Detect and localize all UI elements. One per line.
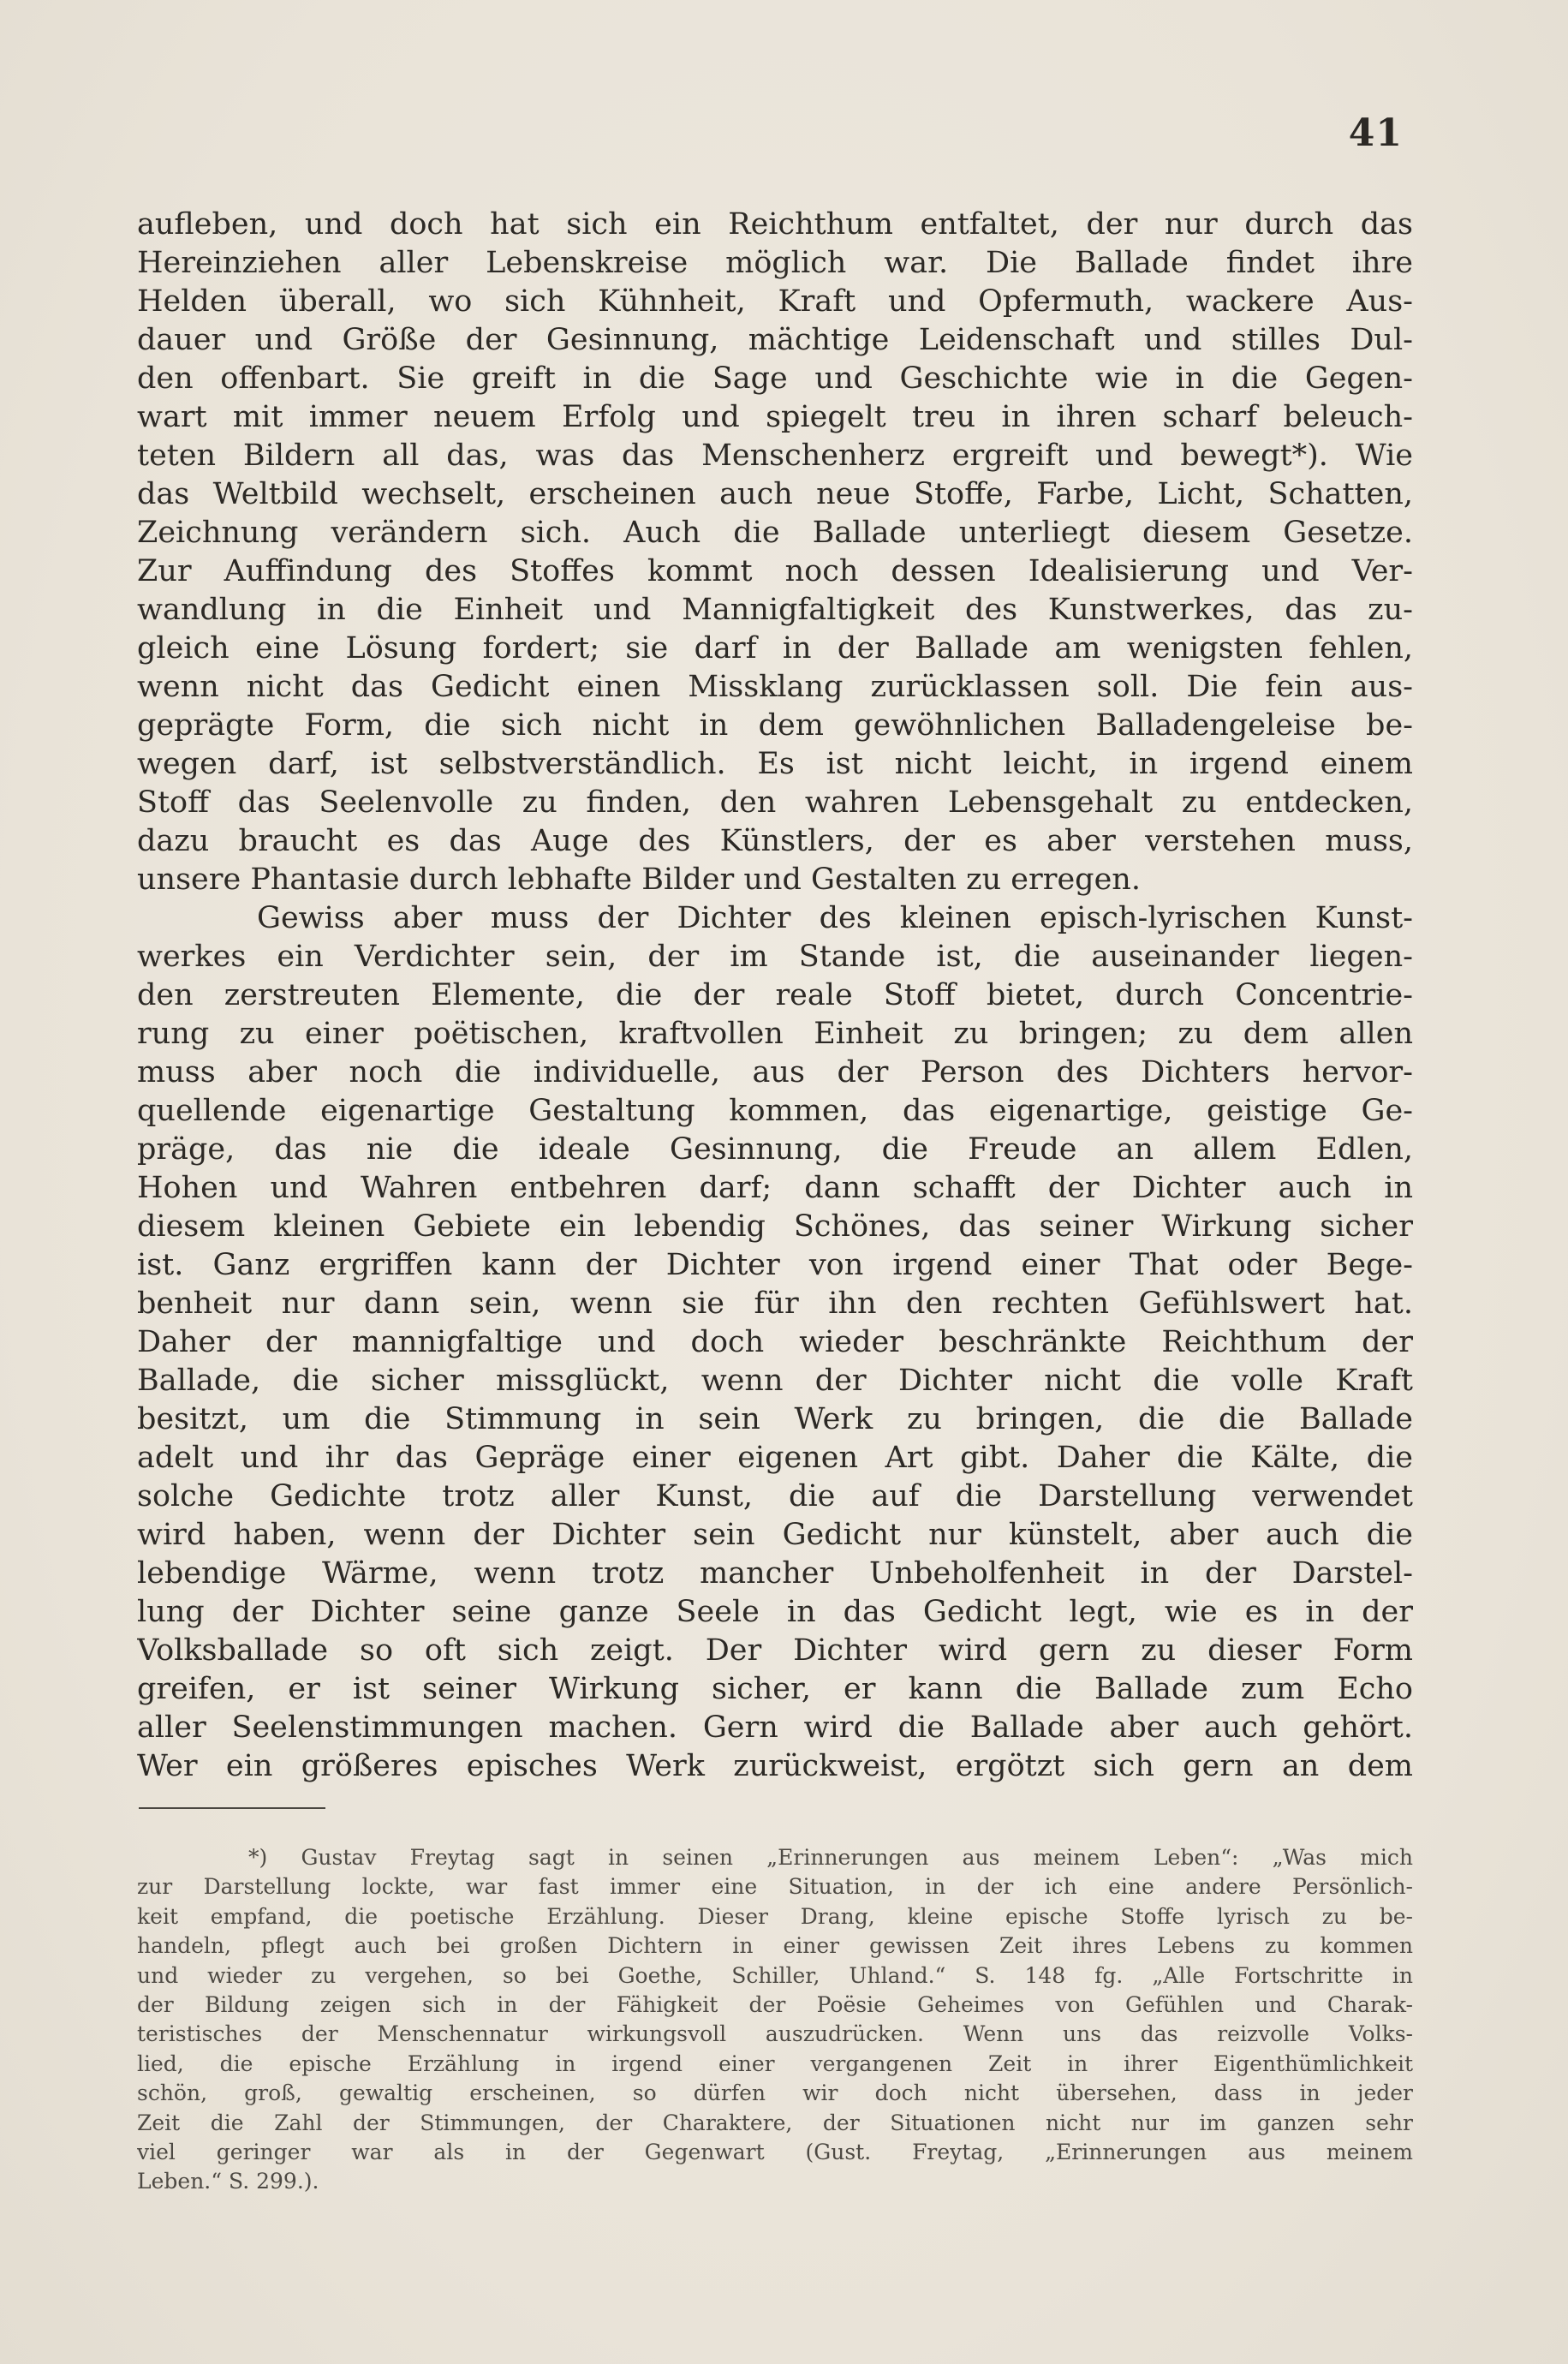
text-line: lebendige Wärme, wenn trotz mancher Unbeholfenheit in der Darstel-	[137, 1556, 1413, 1591]
footnote-line: lied, die epische Erzählung in irgend einer vergangenen Zeit in ihrer Eigenthümlichkeit	[137, 2051, 1413, 2076]
text-line: den offenbart. Sie greift in die Sage und Geschichte wie in die Gegen-	[137, 361, 1413, 396]
text-line: teten Bildern all das, was das Menschenherz ergreift und bewegt*). Wie	[137, 439, 1413, 473]
footnote-line: und wieder zu vergehen, so bei Goethe, Schiller, Uhland.“ S. 148 fg. „Alle Fortschritte in	[137, 1962, 1413, 1988]
text-line: Daher der mannigfaltige und doch wieder beschränkte Reichthum der	[137, 1325, 1413, 1359]
text-line: dauer und Größe der Gesinnung, mächtige Leidenschaft und stilles Dul-	[137, 323, 1413, 357]
text-line: Ballade, die sicher missglückt, wenn der Dichter nicht die volle Kraft	[137, 1364, 1413, 1398]
text-line: solche Gedichte trotz aller Kunst, die auf die Darstellung verwendet	[137, 1479, 1413, 1513]
text-line: besitzt, um die Stimmung in sein Werk zu bringen, die die Ballade	[137, 1402, 1413, 1436]
footnote-divider	[139, 1807, 325, 1809]
footnote-line: teristisches der Menschennatur wirkungsvoll auszudrücken. Wenn uns das reizvolle Volks-	[137, 2021, 1413, 2047]
text-line: den zerstreuten Elemente, die der reale Stoff bietet, durch Concentrie-	[137, 978, 1413, 1012]
footnote-line: Zeit die Zahl der Stimmungen, der Charaktere, der Situationen nicht nur im ganzen sehr	[137, 2110, 1413, 2135]
main-text-block	[137, 206, 1413, 1786]
text-line: benheit nur dann sein, wenn sie für ihn den rechten Gefühlswert hat.	[137, 1286, 1413, 1321]
text-line: geprägte Form, die sich nicht in dem gewöhnlichen Balladengeleise be-	[137, 708, 1413, 743]
text-line: gleich eine Lösung fordert; sie darf in der Ballade am wenigsten fehlen,	[137, 631, 1413, 666]
text-line: das Weltbild wechselt, erscheinen auch neue Stoffe, Farbe, Licht, Schatten,	[137, 477, 1413, 511]
text-line: Gewiss aber muss der Dichter des kleinen episch-lyrischen Kunst-	[257, 901, 1413, 935]
text-line: unsere Phantasie durch lebhafte Bilder und Gestalten zu erregen.	[137, 863, 1141, 897]
page-number: 41	[1348, 111, 1403, 155]
text-line: greifen, er ist seiner Wirkung sicher, er kann die Ballade zum Echo	[137, 1672, 1413, 1706]
footnote-line: Leben.“ S. 299.).	[137, 2169, 319, 2194]
text-line: Hereinziehen aller Lebenskreise möglich war. Die Ballade findet ihre	[137, 246, 1413, 280]
footnote-line: schön, groß, gewaltig erscheinen, so dürfen wir doch nicht übersehen, dass in jeder	[137, 2080, 1413, 2106]
text-line: rung zu einer poëtischen, kraftvollen Einheit zu bringen; zu dem allen	[137, 1017, 1413, 1051]
footnote-line: keit empfand, die poetische Erzählung. Dieser Drang, kleine epische Stoffe lyrisch zu be-	[137, 1903, 1413, 1929]
text-line: wandlung in die Einheit und Mannigfaltigkeit des Kunstwerkes, das zu-	[137, 593, 1413, 627]
text-line: werkes ein Verdichter sein, der im Stande ist, die auseinander liegen-	[137, 940, 1413, 974]
text-line: Zeichnung verändern sich. Auch die Ballade unterliegt diesem Gesetze.	[137, 516, 1413, 550]
text-line: wart mit immer neuem Erfolg und spiegelt treu in ihren scharf beleuch-	[137, 400, 1413, 434]
text-line: adelt und ihr das Gepräge einer eigenen Art gibt. Daher die Kälte, die	[137, 1441, 1413, 1475]
text-line: aufleben, und doch hat sich ein Reichthum entfaltet, der nur durch das	[137, 207, 1413, 242]
footnote-block	[137, 1843, 1413, 2197]
footnote-line: handeln, pflegt auch bei großen Dichtern in einer gewissen Zeit ihres Lebens zu kommen	[137, 1933, 1413, 1959]
text-line: Zur Auffindung des Stoffes kommt noch dessen Idealisierung und Ver-	[137, 554, 1413, 588]
footnote-line: der Bildung zeigen sich in der Fähigkeit der Poësie Geheimes von Gefühlen und Charak-	[137, 1991, 1413, 2017]
footnote-line: viel geringer war als in der Gegenwart (Gust. Freytag, „Erinnerungen aus meinem	[137, 2139, 1413, 2164]
text-line: wird haben, wenn der Dichter sein Gedicht nur künstelt, aber auch die	[137, 1518, 1413, 1552]
text-line: wegen darf, ist selbstverständlich. Es ist nicht leicht, in irgend einem	[137, 747, 1413, 781]
text-line: wenn nicht das Gedicht einen Missklang zurücklassen soll. Die fein aus-	[137, 670, 1413, 704]
text-line: aller Seelenstimmungen machen. Gern wird die Ballade aber auch gehört.	[137, 1710, 1413, 1745]
text-line: Hohen und Wahren entbehren darf; dann schafft der Dichter auch in	[137, 1171, 1413, 1205]
text-line: Stoff das Seelenvolle zu finden, den wahren Lebensgehalt zu entdecken,	[137, 785, 1413, 820]
text-line: lung der Dichter seine ganze Seele in das Gedicht legt, wie es in der	[137, 1595, 1413, 1629]
text-line: dazu braucht es das Auge des Künstlers, der es aber verstehen muss,	[137, 824, 1413, 858]
text-line: quellende eigenartige Gestaltung kommen, das eigenartige, geistige Ge-	[137, 1094, 1413, 1128]
footnote-line: zur Darstellung lockte, war fast immer eine Situation, in der ich eine andere Persönlich-	[137, 1874, 1413, 1900]
text-line: ist. Ganz ergriffen kann der Dichter von irgend einer That oder Bege-	[137, 1248, 1413, 1282]
text-line: präge, das nie die ideale Gesinnung, die Freude an allem Edlen,	[137, 1132, 1413, 1167]
text-line: Wer ein größeres episches Werk zurückweist, ergötzt sich gern an dem	[137, 1749, 1413, 1783]
footnote-line: *) Gustav Freytag sagt in seinen „Erinnerungen aus meinem Leben“: „Was mich	[248, 1845, 1413, 1870]
text-line: diesem kleinen Gebiete ein lebendig Schönes, das seiner Wirkung sicher	[137, 1209, 1413, 1244]
text-line: muss aber noch die individuelle, aus der Person des Dichters hervor-	[137, 1055, 1413, 1089]
text-line: Helden überall, wo sich Kühnheit, Kraft und Opfermuth, wackere Aus-	[137, 284, 1413, 319]
text-line: Volksballade so oft sich zeigt. Der Dichter wird gern zu dieser Form	[137, 1633, 1413, 1668]
